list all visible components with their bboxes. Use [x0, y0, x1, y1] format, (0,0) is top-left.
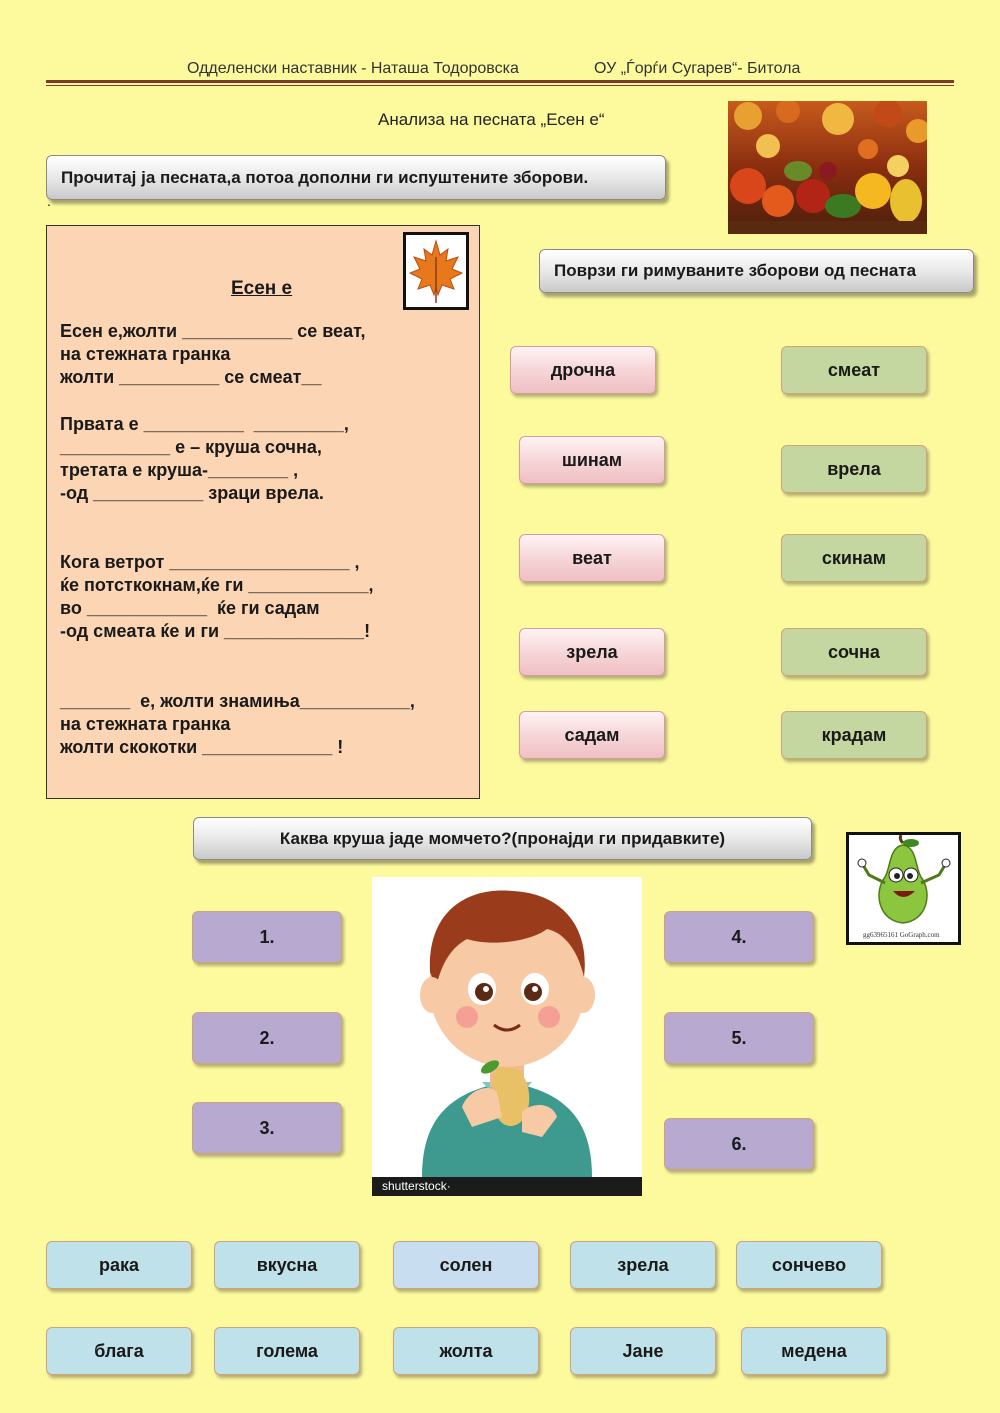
- word-bank-item[interactable]: солен: [393, 1241, 539, 1289]
- maple-leaf-icon: [403, 232, 469, 310]
- word-bank-item[interactable]: Јане: [570, 1327, 716, 1375]
- rhyme-right-word[interactable]: скинам: [781, 534, 927, 582]
- poem-line: Кога ветрот __________________ ,: [60, 552, 360, 572]
- image-caption-bar: [372, 1177, 642, 1196]
- adjective-slot[interactable]: 6.: [664, 1118, 814, 1170]
- word-bank-item[interactable]: вкусна: [214, 1241, 360, 1289]
- stray-dot: .: [47, 193, 51, 209]
- adjective-slot[interactable]: 5.: [664, 1012, 814, 1064]
- poem-line: во ____________ ќе ги садам: [60, 598, 320, 618]
- rhyme-right-word[interactable]: смеат: [781, 346, 927, 394]
- task2-instruction: Поврзи ги римуваните зборови од песната: [539, 249, 974, 293]
- poem-line: на стежната гранка: [60, 714, 231, 734]
- poem-line: жолти скокотки _____________ !: [60, 737, 344, 757]
- word-bank-item[interactable]: голема: [214, 1327, 360, 1375]
- poem-line: -од смеата ќе и ги ______________!: [60, 621, 371, 641]
- poem-line: на стежната гранка: [60, 344, 231, 364]
- harvest-image: [728, 101, 927, 234]
- poem-line: Есен е,жолти ___________ се веат,: [60, 321, 366, 341]
- rhyme-left-word[interactable]: зрела: [519, 628, 665, 676]
- adjective-slot[interactable]: 3.: [192, 1102, 342, 1154]
- poem-title: Есен е: [231, 278, 293, 299]
- word-bank-item[interactable]: сончево: [736, 1241, 882, 1289]
- word-bank-item[interactable]: жолта: [393, 1327, 539, 1375]
- adjective-slot[interactable]: 2.: [192, 1012, 342, 1064]
- rhyme-left-word[interactable]: веат: [519, 534, 665, 582]
- task1-instruction: Прочитај ја песната,а потоа дополни ги испуштените зборови.: [46, 155, 666, 200]
- rhyme-left-word[interactable]: шинам: [519, 436, 665, 484]
- page-subtitle: Анализа на песната „Есен е“: [378, 110, 605, 129]
- teacher-name: Одделенски наставник - Наташа Тодоровска: [187, 60, 519, 77]
- poem-line: ќе потсткокнам,ќе ги ____________,: [60, 575, 374, 595]
- image-caption: shutterstock·: [382, 1179, 451, 1193]
- poem-line: третата е круша-________ ,: [60, 460, 299, 480]
- pear-caption: gg63965161 GoGraph.com: [863, 931, 940, 939]
- poem-line: Првата е __________ _________,: [60, 414, 349, 434]
- word-bank-item[interactable]: рака: [46, 1241, 192, 1289]
- word-bank-item[interactable]: зрела: [570, 1241, 716, 1289]
- adjective-slot[interactable]: 1.: [192, 911, 342, 963]
- rhyme-right-word[interactable]: сочна: [781, 628, 927, 676]
- task3-instruction: Каква круша јаде момчето?(пронајди ги придавките): [193, 817, 812, 860]
- adjective-slot[interactable]: 4.: [664, 911, 814, 963]
- poem-line: _______ е, жолти знамиња___________,: [60, 691, 415, 711]
- rhyme-left-word[interactable]: дрочна: [510, 346, 656, 394]
- header-rule-thin: [46, 85, 954, 86]
- pear-character-icon: [846, 832, 961, 945]
- word-bank-item[interactable]: блага: [46, 1327, 192, 1375]
- poem-line: -од ___________ зраци врела.: [60, 483, 324, 503]
- rhyme-right-word[interactable]: врела: [781, 445, 927, 493]
- boy-eating-pear-image: [372, 877, 642, 1196]
- header-rule: [46, 80, 954, 83]
- poem-line: ___________ е – круша сочна,: [60, 437, 322, 457]
- word-bank-item[interactable]: медена: [741, 1327, 887, 1375]
- rhyme-left-word[interactable]: садам: [519, 711, 665, 759]
- school-name: ОУ „Ѓорѓи Сугарев“- Битола: [594, 60, 801, 77]
- rhyme-right-word[interactable]: крадам: [781, 711, 927, 759]
- poem-box: [46, 225, 480, 799]
- poem-line: жолти __________ се смеат__: [60, 367, 322, 387]
